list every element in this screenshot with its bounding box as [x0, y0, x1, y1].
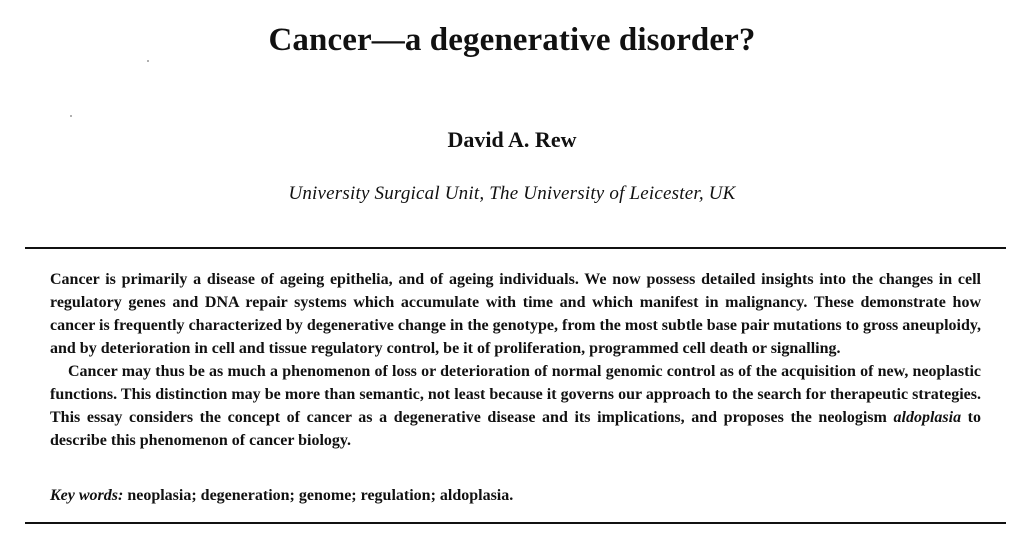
scan-speck — [147, 60, 149, 62]
bottom-divider — [25, 522, 1006, 524]
keywords-list: neoplasia; degeneration; genome; regulation; aldoplasia. — [123, 487, 514, 504]
abstract-paragraph-2 — [50, 360, 981, 452]
top-divider — [25, 247, 1006, 249]
article-title: Cancer—a degenerative disorder? — [268, 22, 756, 58]
abstract-paragraph-1: Cancer is primarily a disease of ageing epithelia, and of ageing individuals. We now possess detailed insights into the changes in cell regulatory genes and DNA repair systems which accumulate with time and which manifest in malignancy. These demonstrate how cancer is frequently characterized by degenerative change in the genotype, from the most subtle base pair mutations to gross aneuploidy, and by deterioration in cell and tissue regulatory control, be it of proliferation, programmed cell death or signalling. — [50, 271, 981, 357]
neologism-term: aldoplasia — [893, 409, 962, 426]
author-affiliation: University Surgical Unit, The University of Leicester, UK — [288, 183, 736, 204]
abstract-paragraph-2-text: Cancer may thus be as much a phenomenon of loss or deterioration of normal genomic control as of the acquisition of new, neoplastic functions. This distinction may be more than semantic, not least because it governs our approach to the search for therapeutic strategies. This essay considers the concept of cancer as a degenerative disease and its implications, and proposes the neologism — [50, 363, 981, 426]
keywords-label: Key words: — [50, 487, 124, 504]
scan-speck — [70, 115, 72, 117]
keywords-line — [50, 484, 981, 507]
abstract — [50, 268, 981, 452]
abstract-paragraph-2-end: to describe this phenomenon of cancer biology. — [50, 409, 982, 449]
article-author: David A. Rew — [447, 127, 577, 152]
